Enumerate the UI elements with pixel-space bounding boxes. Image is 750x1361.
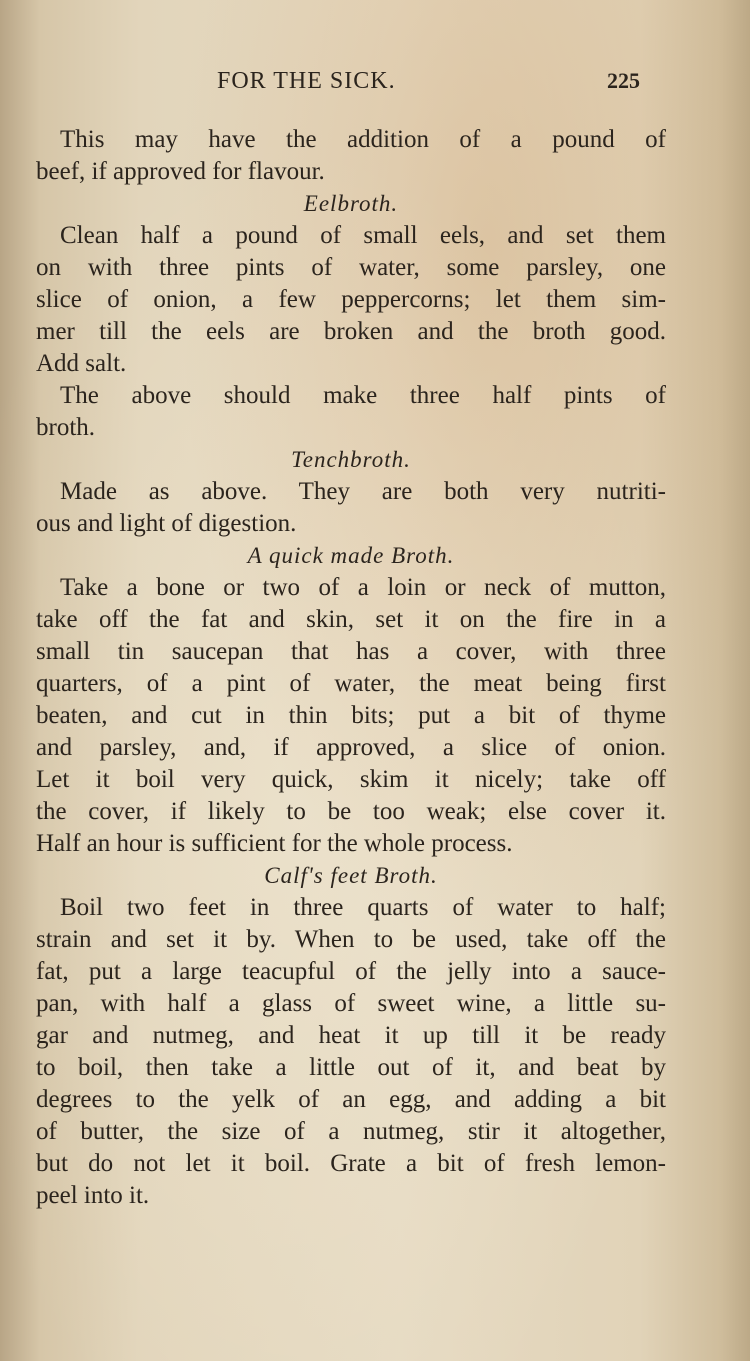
text-line: Boil two feet in three quarts of water to half; xyxy=(60,894,666,921)
text-line: ous and light of digestion. xyxy=(36,510,297,537)
text-line: pan, with half a glass of sweet wine, a little su- xyxy=(36,990,666,1017)
text-line: slice of onion, a few peppercorns; let them sim- xyxy=(36,286,666,313)
text-line: but do not let it boil. Grate a bit of fresh lemon- xyxy=(36,1150,666,1177)
text-line: to boil, then take a little out of it, and beat by xyxy=(36,1054,666,1081)
text-line: and parsley, and, if approved, a slice of onion. xyxy=(36,734,666,761)
page-number: 225 xyxy=(607,68,640,93)
text-line: of butter, the size of a nutmeg, stir it altogether, xyxy=(36,1118,666,1145)
page-header xyxy=(0,68,750,102)
text-line: small tin saucepan that has a cover, with three xyxy=(36,638,666,665)
text-line: Take a bone or two of a loin or neck of mutton, xyxy=(60,574,666,601)
text-line: mer till the eels are broken and the broth good. xyxy=(36,318,666,345)
text-line: Add salt. xyxy=(36,350,127,377)
text-line: Clean half a pound of small eels, and set them xyxy=(60,222,666,249)
text-line: the cover, if likely to be too weak; else cover it. xyxy=(36,798,666,825)
running-head: FOR THE SICK. xyxy=(217,68,396,94)
recipe-heading-quick-broth: A quick made Broth. xyxy=(247,543,455,568)
text-line: degrees to the yelk of an egg, and adding a bit xyxy=(36,1086,666,1113)
text-line: Let it boil very quick, skim it nicely; take off xyxy=(36,766,666,793)
text-line: peel into it. xyxy=(36,1182,150,1209)
text-line: beef, if approved for flavour. xyxy=(36,158,325,185)
text-line: beaten, and cut in thin bits; put a bit of thyme xyxy=(36,702,666,729)
text-line: on with three pints of water, some parsley, one xyxy=(36,254,666,281)
recipe-heading-calfs-feet-broth: Calf's feet Broth. xyxy=(264,863,438,888)
text-line: quarters, of a pint of water, the meat being first xyxy=(36,670,666,697)
text-line: The above should make three half pints of xyxy=(60,382,666,409)
recipe-heading-tenchbroth: Tenchbroth. xyxy=(291,447,411,472)
page-body xyxy=(36,124,666,1212)
text-line: take off the fat and skin, set it on the fire in a xyxy=(36,606,666,633)
text-line: broth. xyxy=(36,414,96,441)
text-line: Made as above. They are both very nutriti- xyxy=(60,478,666,505)
recipe-heading-eelbroth: Eelbroth. xyxy=(303,191,399,216)
text-line: gar and nutmeg, and heat it up till it be ready xyxy=(36,1022,666,1049)
text-line: strain and set it by. When to be used, take off the xyxy=(36,926,666,953)
text-line: fat, put a large teacupful of the jelly into a sauce- xyxy=(36,958,666,985)
text-line: This may have the addition of a pound of xyxy=(60,126,666,153)
text-line: Half an hour is sufficient for the whole process. xyxy=(36,830,513,857)
